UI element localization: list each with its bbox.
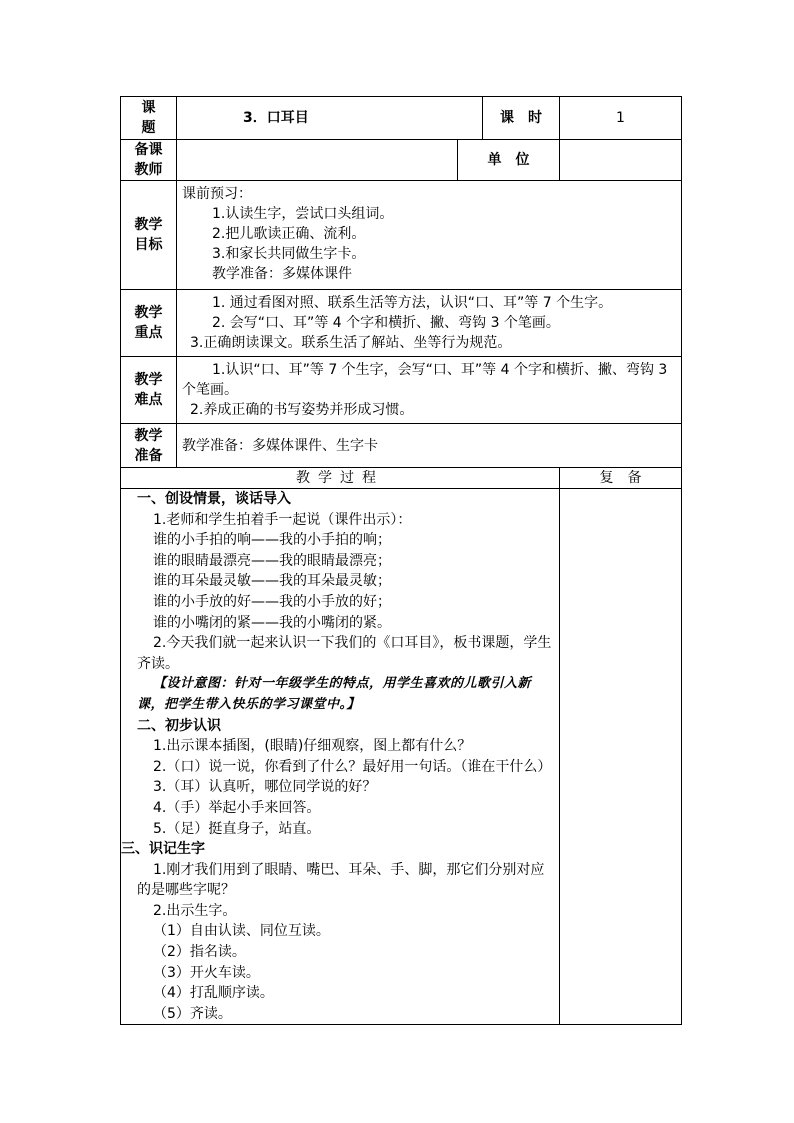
objectives-label-text: 教学 目标 bbox=[134, 217, 163, 253]
period-label: 课 时 bbox=[483, 97, 560, 140]
rhyme-line: 谁的小手放的好——我的小手放的好； bbox=[153, 593, 391, 610]
teacher-label-text: 备课 教师 bbox=[134, 142, 163, 178]
process-item: 2.（口）说一说，你看到了什么？最好用一句话。（谁在干什么） bbox=[153, 758, 552, 775]
process-item: 4.（手）举起小手来回答。 bbox=[153, 799, 321, 816]
process-subitem: （2）指名读。 bbox=[153, 944, 246, 961]
process-subitem: （4）打乱顺序读。 bbox=[153, 985, 274, 1002]
key-point-line: 3.正确朗读课文。联系生活了解站、坐等行为规范。 bbox=[190, 335, 512, 351]
teacher-label bbox=[121, 140, 177, 181]
key-point-line: 2. 会写“口、耳”等 4 个字和横折、撇、弯钩 3 个笔画。 bbox=[212, 315, 560, 331]
process-subitem: （3）开火车读。 bbox=[153, 964, 260, 981]
period-value: 1 bbox=[560, 97, 682, 140]
teacher-row bbox=[121, 140, 682, 181]
key-points-label bbox=[121, 290, 177, 357]
topic-row bbox=[121, 97, 682, 140]
process-subitem: （5）齐读。 bbox=[153, 1005, 232, 1022]
process-header: 教学过程 bbox=[121, 468, 560, 489]
preparation-row bbox=[121, 424, 682, 468]
process-item: 5.（足）挺直身子，站直。 bbox=[153, 820, 321, 837]
section-heading: 二、初步认识 bbox=[137, 717, 221, 734]
key-points-content bbox=[177, 290, 682, 357]
teacher-value bbox=[177, 140, 458, 181]
key-points-row bbox=[121, 290, 682, 357]
process-item: 1.出示课本插图，(眼睛)仔细观察，图上都有什么？ bbox=[153, 738, 472, 755]
objectives-line: 1.认读生字，尝试口头组词。 bbox=[212, 206, 394, 222]
process-item: 3.（耳）认真听，哪位同学说的好？ bbox=[153, 779, 377, 796]
difficulties-label-text: 教学 难点 bbox=[134, 372, 163, 408]
unit-label: 单 位 bbox=[458, 140, 560, 181]
unit-value bbox=[560, 140, 682, 181]
process-row bbox=[121, 489, 682, 1025]
process-item: 2.今天我们就一起来认识一下我们的《口耳目》，板书课题，学生齐读。 bbox=[137, 635, 552, 672]
process-header-row bbox=[121, 468, 682, 489]
difficulty-line: 2.养成正确的书写姿势并形成习惯。 bbox=[190, 402, 414, 418]
objectives-line: 课前预习： bbox=[182, 186, 252, 202]
preparation-label-text: 教学 准备 bbox=[134, 427, 163, 464]
review-header: 复 备 bbox=[560, 468, 682, 489]
design-note: 【设计意图：针对一年级学生的特点，用学生喜欢的儿歌引入新课，把学生带入快乐的学习课堂中。】 bbox=[137, 676, 532, 712]
preparation-content: 教学准备：多媒体课件、生字卡 bbox=[177, 424, 682, 468]
difficulty-line: 1.认识“口、耳”等 7 个生字，会写“口、耳”等 4 个字和横折、撇、弯钩 3 个笔画。 bbox=[182, 362, 668, 398]
objectives-line: 2.把儿歌读正确、流利。 bbox=[212, 226, 366, 242]
objectives-line: 教学准备：多媒体课件 bbox=[212, 266, 352, 282]
section-heading: 三、识记生字 bbox=[121, 841, 205, 858]
process-item: 1.老师和学生拍着手一起说（课件出示）： bbox=[153, 511, 412, 528]
topic-label bbox=[121, 97, 177, 140]
topic-label-text: 课 题 bbox=[141, 100, 156, 136]
difficulties-content bbox=[177, 357, 682, 424]
review-content bbox=[560, 489, 682, 1025]
objectives-content bbox=[177, 181, 682, 290]
objectives-line: 3.和家长共同做生字卡。 bbox=[212, 246, 366, 262]
rhyme-line: 谁的耳朵最灵敏——我的耳朵最灵敏； bbox=[153, 573, 391, 590]
rhyme-line: 谁的眼睛最漂亮——我的眼睛最漂亮； bbox=[153, 552, 391, 569]
objectives-label bbox=[121, 181, 177, 290]
key-point-line: 1. 通过看图对照、联系生活等方法，认识“口、耳”等 7 个生字。 bbox=[212, 295, 613, 311]
difficulties-row bbox=[121, 357, 682, 424]
process-content bbox=[121, 489, 560, 1025]
section-heading: 一、创设情景，谈话导入 bbox=[137, 491, 291, 507]
key-points-label-text: 教学 重点 bbox=[134, 305, 163, 341]
topic-value: 3．口耳目 bbox=[177, 97, 483, 140]
objectives-row bbox=[121, 181, 682, 290]
process-item: 2.出示生字。 bbox=[153, 902, 237, 919]
preparation-label bbox=[121, 424, 177, 468]
process-item: 1.刚才我们用到了眼睛、嘴巴、耳朵、手、脚，那它们分别对应的是哪些字呢？ bbox=[137, 861, 545, 899]
lesson-plan-table bbox=[120, 96, 682, 1025]
process-subitem: （1）自由认读、同位互读。 bbox=[153, 923, 330, 940]
difficulties-label bbox=[121, 357, 177, 424]
rhyme-line: 谁的小手拍的响——我的小手拍的响； bbox=[153, 532, 391, 549]
rhyme-line: 谁的小嘴闭的紧——我的小嘴闭的紧。 bbox=[153, 614, 391, 631]
